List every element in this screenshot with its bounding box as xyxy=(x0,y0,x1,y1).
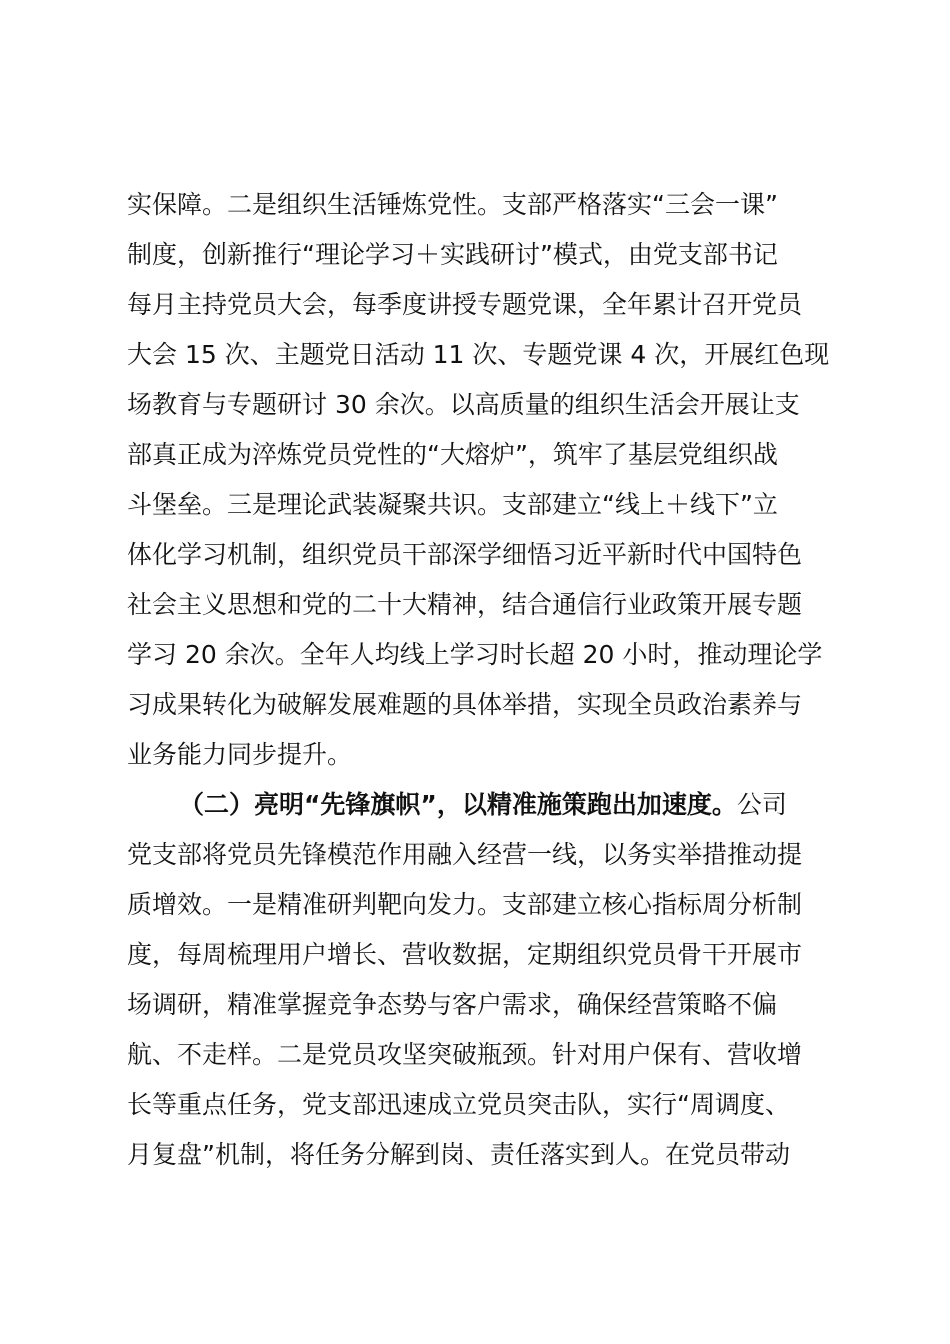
paragraph-1 xyxy=(127,180,837,780)
paragraph-2 xyxy=(127,780,837,1180)
text-line xyxy=(127,480,837,530)
text-run: 部真正成为淬炼党员党性的“大熔炉”，筑牢了基层党组织战 xyxy=(127,440,778,469)
text-line xyxy=(127,880,837,930)
text-run: 制度，创新推行“理论学习＋实践研讨”模式，由党支部书记 xyxy=(127,240,778,269)
text-run: 场教育与专题研讨 30 余次。以高质量的组织生活会开展让支 xyxy=(127,390,800,419)
text-line xyxy=(127,680,837,730)
text-run: 社会主义思想和党的二十大精神，结合通信行业政策开展专题 xyxy=(127,590,803,619)
text-run: 月复盘”机制，将任务分解到岗、责任落实到人。在党员带动 xyxy=(127,1140,790,1169)
text-line xyxy=(127,430,837,480)
text-run: 长等重点任务，党支部迅速成立党员突击队，实行“周调度、 xyxy=(127,1090,790,1119)
text-run: 航、不走样。二是党员攻坚突破瓶颈。针对用户保有、营收增 xyxy=(127,1040,803,1069)
text-run: 党支部将党员先锋模范作用融入经营一线，以务实举措推动提 xyxy=(127,840,803,869)
document-body xyxy=(127,180,837,1180)
section-heading: （二）亮明“先锋旗帜”，以精准施策跑出加速度。 xyxy=(179,790,737,819)
text-line xyxy=(127,730,837,780)
text-run: 业务能力同步提升。 xyxy=(127,740,353,769)
text-run: 场调研，精准掌握竞争态势与客户需求，确保经营策略不偏 xyxy=(127,990,778,1019)
text-line xyxy=(127,580,837,630)
text-run: 大会 15 次、主题党日活动 11 次、专题党课 4 次，开展红色现 xyxy=(127,340,830,369)
text-line xyxy=(127,330,837,380)
text-run: 体化学习机制，组织党员干部深学细悟习近平新时代中国特色 xyxy=(127,540,803,569)
text-run: 质增效。一是精准研判靶向发力。支部建立核心指标周分析制 xyxy=(127,890,803,919)
text-line xyxy=(127,980,837,1030)
text-line xyxy=(127,1030,837,1080)
text-run: 习成果转化为破解发展难题的具体举措，实现全员政治素养与 xyxy=(127,690,803,719)
text-line xyxy=(127,930,837,980)
text-run: 度，每周梳理用户增长、营收数据，定期组织党员骨干开展市 xyxy=(127,940,803,969)
text-line xyxy=(127,830,837,880)
text-run: 实保障。二是组织生活锤炼党性。支部严格落实“三会一课” xyxy=(127,190,778,219)
text-line xyxy=(127,180,837,230)
text-line xyxy=(127,630,837,680)
text-run: 公司 xyxy=(736,790,787,819)
text-line xyxy=(127,380,837,430)
text-line xyxy=(127,280,837,330)
text-line xyxy=(127,530,837,580)
text-line xyxy=(127,1130,837,1180)
text-run: 斗堡垒。三是理论武装凝聚共识。支部建立“线上＋线下”立 xyxy=(127,490,778,519)
text-line xyxy=(127,230,837,280)
text-run: 每月主持党员大会，每季度讲授专题党课，全年累计召开党员 xyxy=(127,290,803,319)
text-line xyxy=(127,780,837,830)
text-run: 学习 20 余次。全年人均线上学习时长超 20 小时，推动理论学 xyxy=(127,640,823,669)
text-line xyxy=(127,1080,837,1130)
